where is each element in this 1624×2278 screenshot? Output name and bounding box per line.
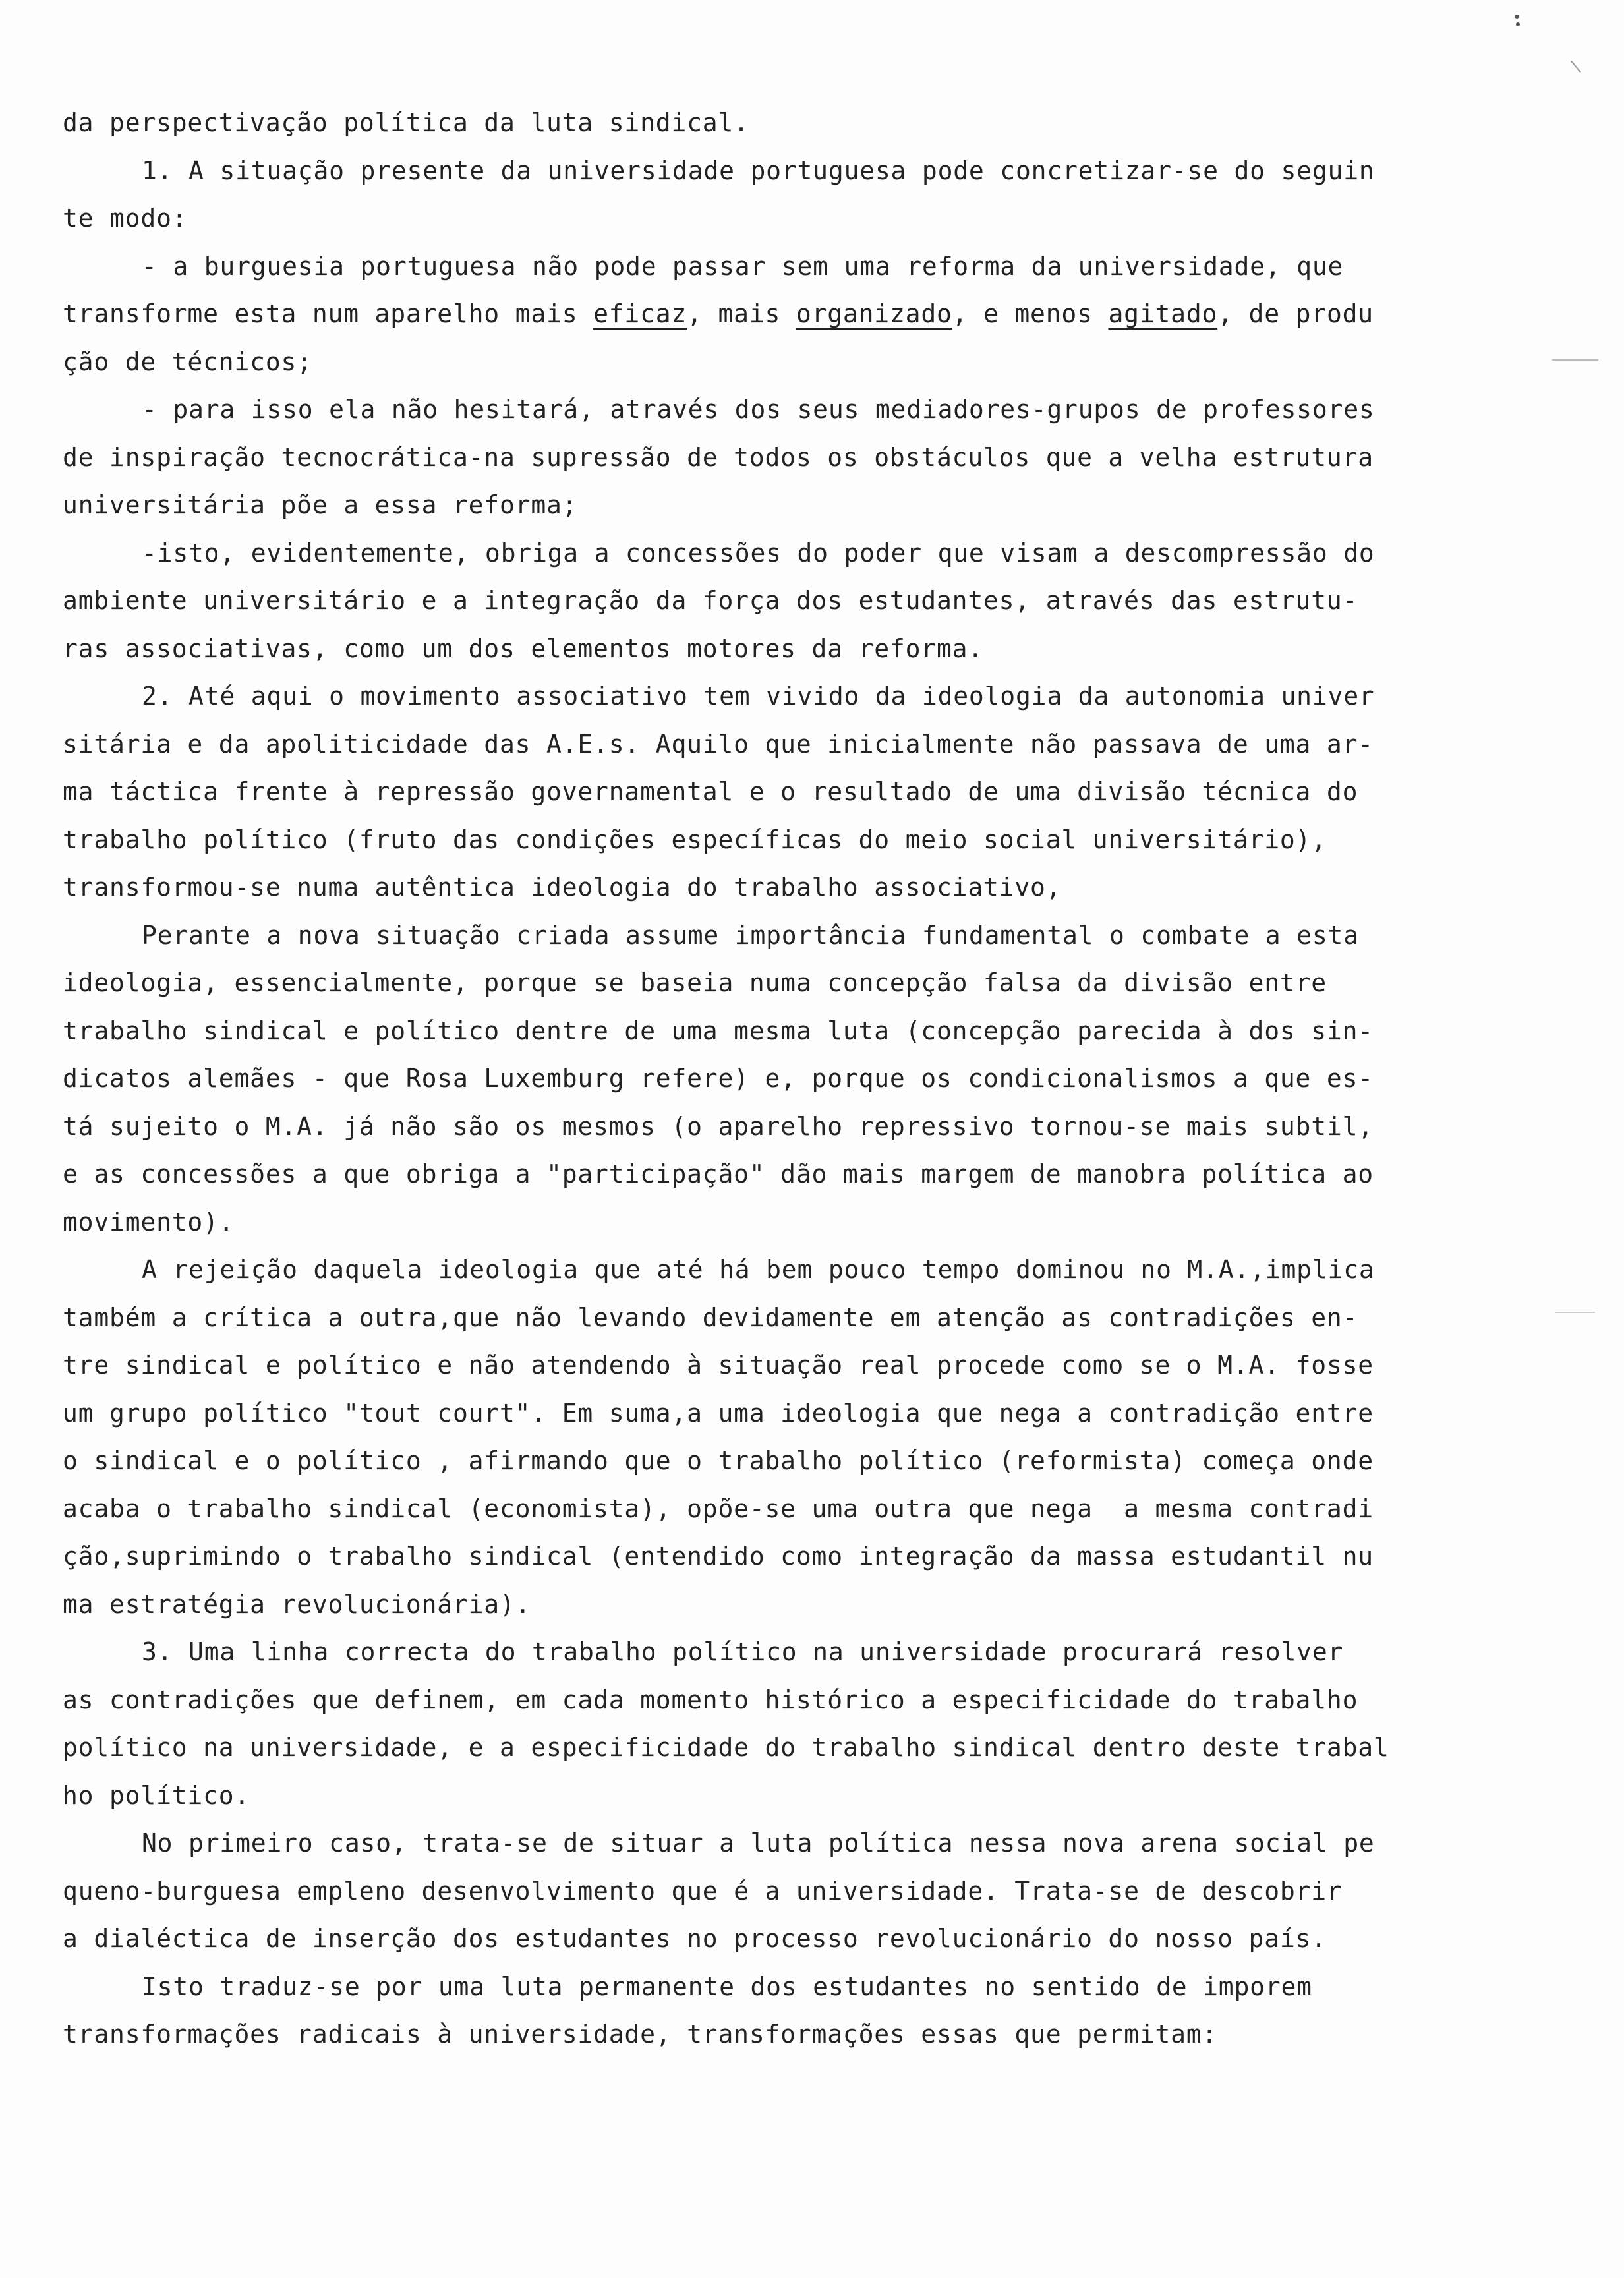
- text-line: um grupo político "tout court". Em suma,a uma ideologia que nega a contradição entre: [63, 1398, 1374, 1428]
- text-line: transformações radicais à universidade, transformações essas que permitam:: [63, 2020, 1218, 2049]
- text-line: dicatos alemães - que Rosa Luxemburg refere) e, porque os condicionalismos a que es-: [63, 1064, 1374, 1093]
- text-line: te modo:: [63, 204, 188, 233]
- page-speck: [1515, 15, 1519, 19]
- text-line: político na universidade, e a especificidade do trabalho sindical dentro deste trabal: [63, 1733, 1389, 1762]
- text-line: ho político.: [63, 1780, 250, 1810]
- text-segment: , de produ: [1217, 299, 1374, 328]
- text-line: de inspiração tecnocrática-na supressão de todos os obstáculos que a velha estrutura: [63, 442, 1374, 472]
- text-line: tá sujeito o M.A. já não são os mesmos (o aparelho repressivo tornou-se mais subtil,: [63, 1111, 1374, 1141]
- underlined-word: eficaz: [593, 299, 687, 328]
- text-line: ras associativas, como um dos elementos motores da reforma.: [63, 633, 983, 663]
- text-line: e as concessões a que obriga a "participação" dão mais margem de manobra política ao: [63, 1159, 1374, 1188]
- page-mark: [1555, 1312, 1595, 1313]
- text-line: ma estratégia revolucionária).: [63, 1589, 531, 1619]
- text-line: Perante a nova situação criada assume importância fundamental o combate a esta: [142, 920, 1359, 950]
- text-line: também a crítica a outra,que não levando devidamente em atenção as contradições en-: [63, 1302, 1358, 1332]
- text-line: queno-burguesa empleno desenvolvimento que é a universidade. Trata-se de descobrir: [63, 1876, 1343, 1906]
- text-line: No primeiro caso, trata-se de situar a luta política nessa nova arena social pe: [142, 1828, 1375, 1857]
- text-line: ambiente universitário e a integração da força dos estudantes, através das estrutu-: [63, 586, 1358, 615]
- text-line: transformou-se numa autêntica ideologia do trabalho associativo,: [63, 873, 1062, 902]
- document-body: [63, 99, 1466, 2059]
- text-line: da perspectivação política da luta sindical.: [63, 108, 749, 137]
- text-line: trabalho sindical e político dentre de uma mesma luta (concepção parecida à dos sin-: [63, 1016, 1374, 1045]
- page-mark: [1571, 61, 1581, 73]
- page-mark: [1552, 359, 1598, 361]
- text-line: ção,suprimindo o trabalho sindical (entendido como integração da massa estudantil nu: [63, 1542, 1374, 1571]
- text-line: acaba o trabalho sindical (economista), opõe-se uma outra que nega a mesma contradi: [63, 1494, 1374, 1523]
- text-segment: transforme esta num aparelho mais: [63, 299, 594, 328]
- text-line: universitária põe a essa reforma;: [63, 490, 578, 519]
- text-line: o sindical e o político , afirmando que o trabalho político (reformista) começa onde: [63, 1446, 1374, 1475]
- text-line: - a burguesia portuguesa não pode passar sem uma reforma da universidade, que: [142, 251, 1344, 281]
- text-line: 1. A situação presente da universidade portuguesa pode concretizar-se do seguin: [142, 156, 1375, 185]
- page-speck: [1516, 22, 1520, 26]
- text-line: as contradições que definem, em cada momento histórico a especificidade do trabalho: [63, 1685, 1358, 1714]
- text-segment: , e menos: [952, 299, 1109, 328]
- text-line: sitária e da apoliticidade das A.E.s. Aquilo que inicialmente não passava de uma ar-: [63, 729, 1374, 759]
- underlined-word: agitado: [1108, 299, 1218, 328]
- text-line: a dialéctica de inserção dos estudantes no processo revolucionário do nosso país.: [63, 1924, 1327, 1953]
- underlined-word: organizado: [796, 299, 952, 328]
- text-segment: , mais: [687, 299, 796, 328]
- text-line: ção de técnicos;: [63, 347, 312, 376]
- text-line: 2. Até aqui o movimento associativo tem vivido da ideologia da autonomia univer: [142, 682, 1375, 711]
- text-line: 3. Uma linha correcta do trabalho político na universidade procurará resolver: [142, 1637, 1344, 1666]
- text-line: movimento).: [63, 1207, 235, 1237]
- text-line: - para isso ela não hesitará, através dos seus mediadores-grupos de professores: [142, 395, 1375, 424]
- text-line: -isto, evidentemente, obriga a concessões do poder que visam a descompressão do: [142, 538, 1375, 568]
- text-line: A rejeição daquela ideologia que até há bem pouco tempo dominou no M.A.,implica: [142, 1255, 1375, 1284]
- text-line: trabalho político (fruto das condições específicas do meio social universitário),: [63, 825, 1327, 854]
- text-line: tre sindical e político e não atendendo à situação real procede como se o M.A. fosse: [63, 1351, 1374, 1380]
- text-line: Isto traduz-se por uma luta permanente dos estudantes no sentido de imporem: [142, 1971, 1312, 2001]
- text-line: [63, 290, 1466, 338]
- text-line: ideologia, essencialmente, porque se baseia numa concepção falsa da divisão entre: [63, 968, 1327, 997]
- text-line: ma táctica frente à repressão governamental e o resultado de uma divisão técnica do: [63, 777, 1358, 806]
